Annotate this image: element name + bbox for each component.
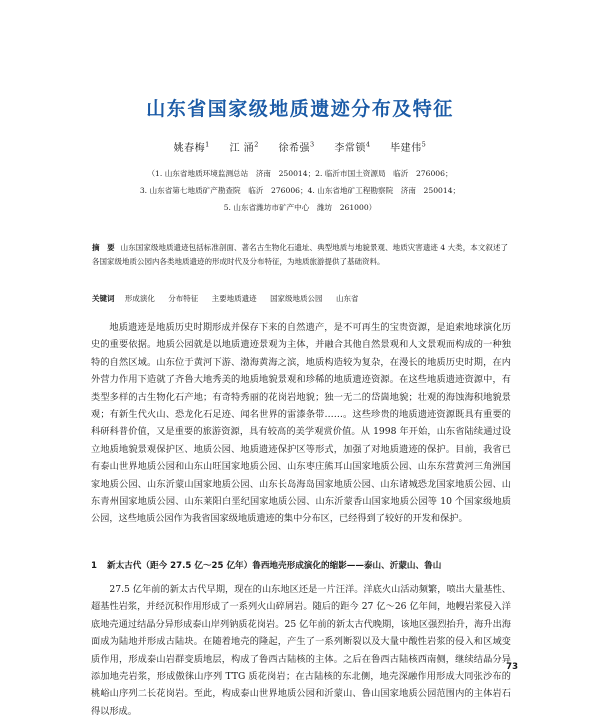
keyword: 主要地质遗迹	[211, 294, 257, 303]
article-title: 山东省国家级地质遗迹分布及特征	[146, 98, 454, 120]
keyword: 形成演化	[124, 294, 155, 303]
author: 李常锁$^4$	[334, 140, 371, 154]
affiliation-line: 5. 山东省潍坊市矿产中心 潍坊 261000）	[223, 203, 377, 212]
section-paragraph: 27.5 亿年前的新太古代早期，现在的山东地区还是一片汪洋。洋底火山活动频繁，喷出大量基性、超基性岩浆，并经沉积作用形成了一系列火山碎屑岩。随后的距今 27 亿～26 亿年间，地幔岩浆侵入洋底地壳通过结晶分异形成泰山岸列钠质花岗岩。25 亿年前的新太古代晚期，该地区强烈抬升，海升出海面成为陆地并形成古陆块。在随着地壳的隆起，产生了一系列断裂以及大量中酸性岩浆的侵入和区域变质作用，形成泰山岩群变质地层，构成了鲁西古陆核的主体。之后在鲁西古陆核西南侧，继续结晶分异添加地壳岩浆，形成傲徕山序列 TTG 质花岗岩；在古陆核的东北侧，地壳深融作用形成大同张沙布的桃峪山序列二长花岗岩。至此，构成泰山世界地质公园和沂蒙山、鲁山国家地质公园范围内的主体岩石得以形成。	[91, 584, 511, 717]
abstract-text: 山东国家级地质遗迹包括标准剖面、著名古生物化石遗址、典型地质与地貌景观、地质灾害遗迹 4 大类，本文叙述了各国家级地质公园内各类地质遗迹的形成时代及分布特征，为地质旅游提供了基础资料。	[92, 243, 508, 266]
section-heading	[91, 559, 511, 571]
affiliation-line: （1. 山东省地质环境监测总站 济南 250014；2. 临沂市国土资源局 临沂 276006；	[147, 169, 453, 178]
author: 毕建伟$^5$	[390, 140, 427, 154]
author: 徐希强$^3$	[278, 140, 315, 154]
page-number: 73	[506, 662, 518, 672]
abstract	[92, 241, 508, 268]
abstract-label: 摘 要	[92, 243, 115, 252]
author-list	[0, 139, 600, 154]
intro-paragraph: 地质遗迹是地质历史时期形成并保存下来的自然遗产，是不可再生的宝贵资源，是追索地球演化历史的重要依据。地质公园就是以地质遗迹景观为主体，并融合其他自然景观和人文景观而构成的一种独特的自然区域。山东位于黄河下游、渤海黄海之滨，地质构造较为复杂，在漫长的地质历史时期，在内外营力作用下造就了齐鲁大地秀美的地质地貌景观和珍稀的地质遗迹资源。在这些地质遗迹资源中，有类型多样的古生物化石产地；有奇特秀丽的花岗岩地貌；独一无二的岱崮地貌；壮观的海蚀海积地貌景观；有新生代火山、恐龙化石足迹、闻名世界的雷漆条带……。这些珍贵的地质遗迹资源既具有重要的科研科普价值，又是重要的旅游资源，具有较高的美学观赏价值。从 1998 年开始，山东省陆续通过设立地质地貌景观保护区、地质公园、地质遗迹保护区等形式，加强了对地质遗迹的保护。目前，我省已有泰山世界地质公园和山东山旺国家地质公园、山东枣庄熊耳山国家地质公园、山东东营黄河三角洲国家地质公园、山东沂蒙山国家地质公园、山东长岛海岛国家地质公园、山东诸城恐龙国家地质公园、山东青州国家地质公园、山东莱阳白垩纪国家地质公园、山东沂蒙香山国家地质公园等 10 个国家级地质公园，这些地质公园作为我省国家级地质遗迹的集中分布区，已经得到了较好的开发和保护。	[91, 322, 511, 525]
keyword: 国家级地质公园	[270, 294, 323, 303]
author: 江 涌$^2$	[229, 140, 259, 154]
section-title: 新太古代（距今 27.5 亿～25 亿年）鲁西地壳形成演化的缩影——泰山、沂蒙山、鲁山	[106, 561, 442, 571]
section-number: 1	[91, 561, 97, 571]
keyword: 分布特征	[168, 294, 199, 303]
keywords	[92, 292, 508, 305]
keywords-label: 关键词	[92, 294, 115, 303]
affiliation-line: 3. 山东省第七地质矿产勘查院 临沂 276006；4. 山东省地矿工程勘察院 济南 250014；	[139, 186, 461, 195]
keyword: 山东省	[335, 294, 359, 303]
author: 姚春梅$^1$	[173, 140, 210, 154]
